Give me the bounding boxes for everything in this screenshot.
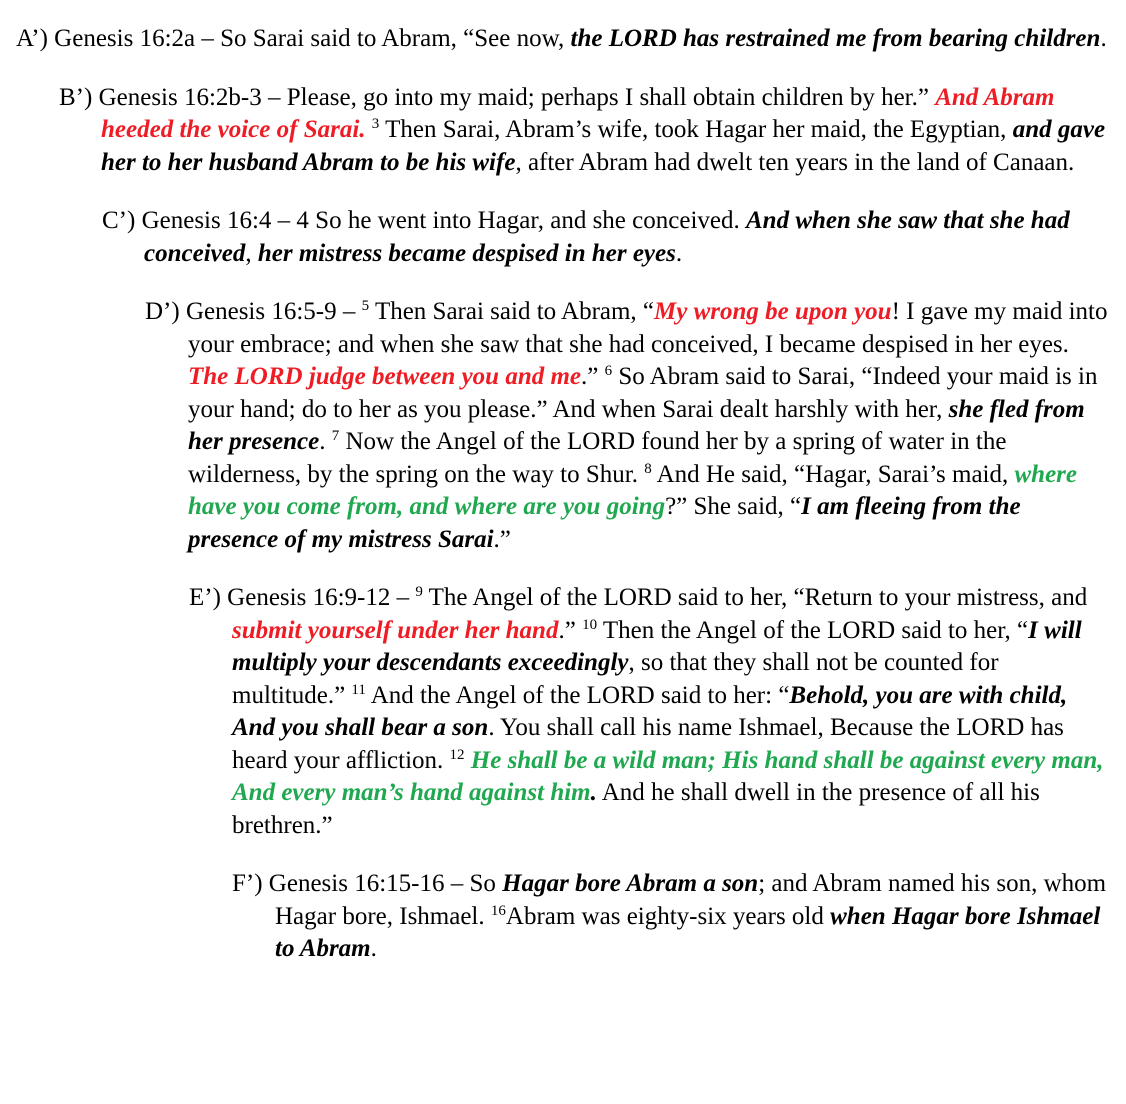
body-text: And He said, “Hagar, Sarai’s maid, <box>651 460 1015 488</box>
emphasis-bold-italic-text: And when she saw that she had conceived <box>144 207 1070 267</box>
verse-number: 11 <box>351 681 366 698</box>
body-text: .” <box>493 525 511 553</box>
verse-number: 8 <box>644 460 652 477</box>
body-text: ! I gave my maid into your embrace; and when she saw that she had conceived, I became despised in her eyes. <box>188 298 1108 358</box>
section-a-prime <box>16 23 1126 56</box>
verse-number: 9 <box>415 584 423 600</box>
emphasis-bold-italic-text: Behold, you are with child, And you shall bear a son <box>232 681 1068 741</box>
body-text: E’) Genesis 16:9-12 – <box>189 584 416 611</box>
emphasis-bold-italic-text: when Hagar bore Ishmael to Abram <box>275 902 1101 962</box>
verse-number: 6 <box>604 363 613 379</box>
body-text: The Angel of the LORD said to her, “Return to your mistress, and <box>422 584 1088 611</box>
body-text: ?” She said, “ <box>665 493 802 520</box>
verse-number: 16 <box>490 902 506 919</box>
body-text: .” <box>558 616 583 644</box>
body-text: Then Sarai, Abram’s wife, took Hagar her maid, the Egyptian, <box>379 116 1013 143</box>
body-text: And the Angel of the LORD said to her: “ <box>365 681 790 709</box>
body-text: D’) Genesis 16:5-9 – <box>145 298 362 325</box>
body-text: . <box>675 239 683 267</box>
body-text: And he shall dwell in the presence of all his brethren.” <box>232 779 1040 839</box>
verse-number: 10 <box>582 616 598 633</box>
body-text: So Abram said to Sarai, “Indeed your maid is in your hand; do to her as you please.” And when Sarai dealt harshly with her, <box>188 363 1098 423</box>
verse-number: 5 <box>361 298 370 314</box>
emphasis-bold-italic-text: . <box>590 779 597 806</box>
emphasis-bold-italic-text: she fled from her presence <box>188 395 1085 455</box>
emphasis-green-text: where have you come from, and where are you going <box>188 460 1077 520</box>
body-text: B’) Genesis 16:2b-3 – Please, go into my maid; perhaps I shall obtain children by her.” <box>59 83 936 111</box>
body-text: . <box>370 935 377 962</box>
body-text: F’) Genesis 16:15-16 – So <box>232 870 503 897</box>
body-text: ; and Abram named his son, whom Hagar bore, Ishmael. <box>275 870 1107 930</box>
emphasis-red-text: My wrong be upon you <box>654 298 892 325</box>
emphasis-red-text: The LORD judge between you and me <box>188 363 582 390</box>
emphasis-bold-italic-text: I will multiply your descendants exceedingly <box>232 616 1082 676</box>
body-text: .” <box>581 363 605 390</box>
body-text: , after Abram had dwelt ten years in the land of Canaan. <box>515 148 1075 176</box>
emphasis-bold-italic-text: the LORD has restrained me from bearing children <box>570 25 1101 52</box>
emphasis-red-text: submit yourself under her hand <box>232 616 559 644</box>
section-f-prime <box>232 868 1126 966</box>
section-b-prime <box>59 82 1126 180</box>
verse-number: 12 <box>449 746 465 763</box>
emphasis-bold-italic-text: I am fleeing from the presence of my mistress Sarai <box>188 493 1021 553</box>
emphasis-bold-italic-text: Hagar bore Abram a son <box>502 870 759 897</box>
body-text: Abram was eighty-six years old <box>505 902 831 930</box>
section-d-prime <box>145 296 1126 556</box>
body-text: . You shall call his name Ishmael, Because the LORD has heard your affliction. <box>232 714 1064 774</box>
verse-number: 7 <box>331 428 340 444</box>
body-text: Then the Angel of the LORD said to her, “ <box>597 616 1029 644</box>
body-text: , so that they shall not be counted for multitude.” <box>232 649 999 709</box>
body-text: , <box>245 239 258 267</box>
body-text: A’) Genesis 16:2a – So Sarai said to Abram, “See now, <box>16 25 571 52</box>
body-text: . <box>319 428 332 455</box>
emphasis-bold-italic-text: her mistress became despised in her eyes <box>257 239 676 267</box>
verse-number: 3 <box>371 116 380 132</box>
section-c-prime <box>102 205 1126 270</box>
body-text: Now the Angel of the LORD found her by a spring of water in the wilderness, by the spring on the way to Shur. <box>188 428 1007 488</box>
emphasis-red-text: And Abram heeded the voice of Sarai. <box>101 83 1055 143</box>
body-text: . <box>1100 25 1107 52</box>
body-text: C’) Genesis 16:4 – 4 So he went into Hagar, and she conceived. <box>102 207 746 234</box>
body-text: Then Sarai said to Abram, “ <box>369 298 655 325</box>
emphasis-bold-italic-text: and gave her to her husband Abram to be his wife <box>101 116 1106 176</box>
section-e-prime <box>189 582 1126 842</box>
emphasis-green-text: He shall be a wild man; His hand shall be against every man, And every man’s hand against him <box>232 746 1104 806</box>
